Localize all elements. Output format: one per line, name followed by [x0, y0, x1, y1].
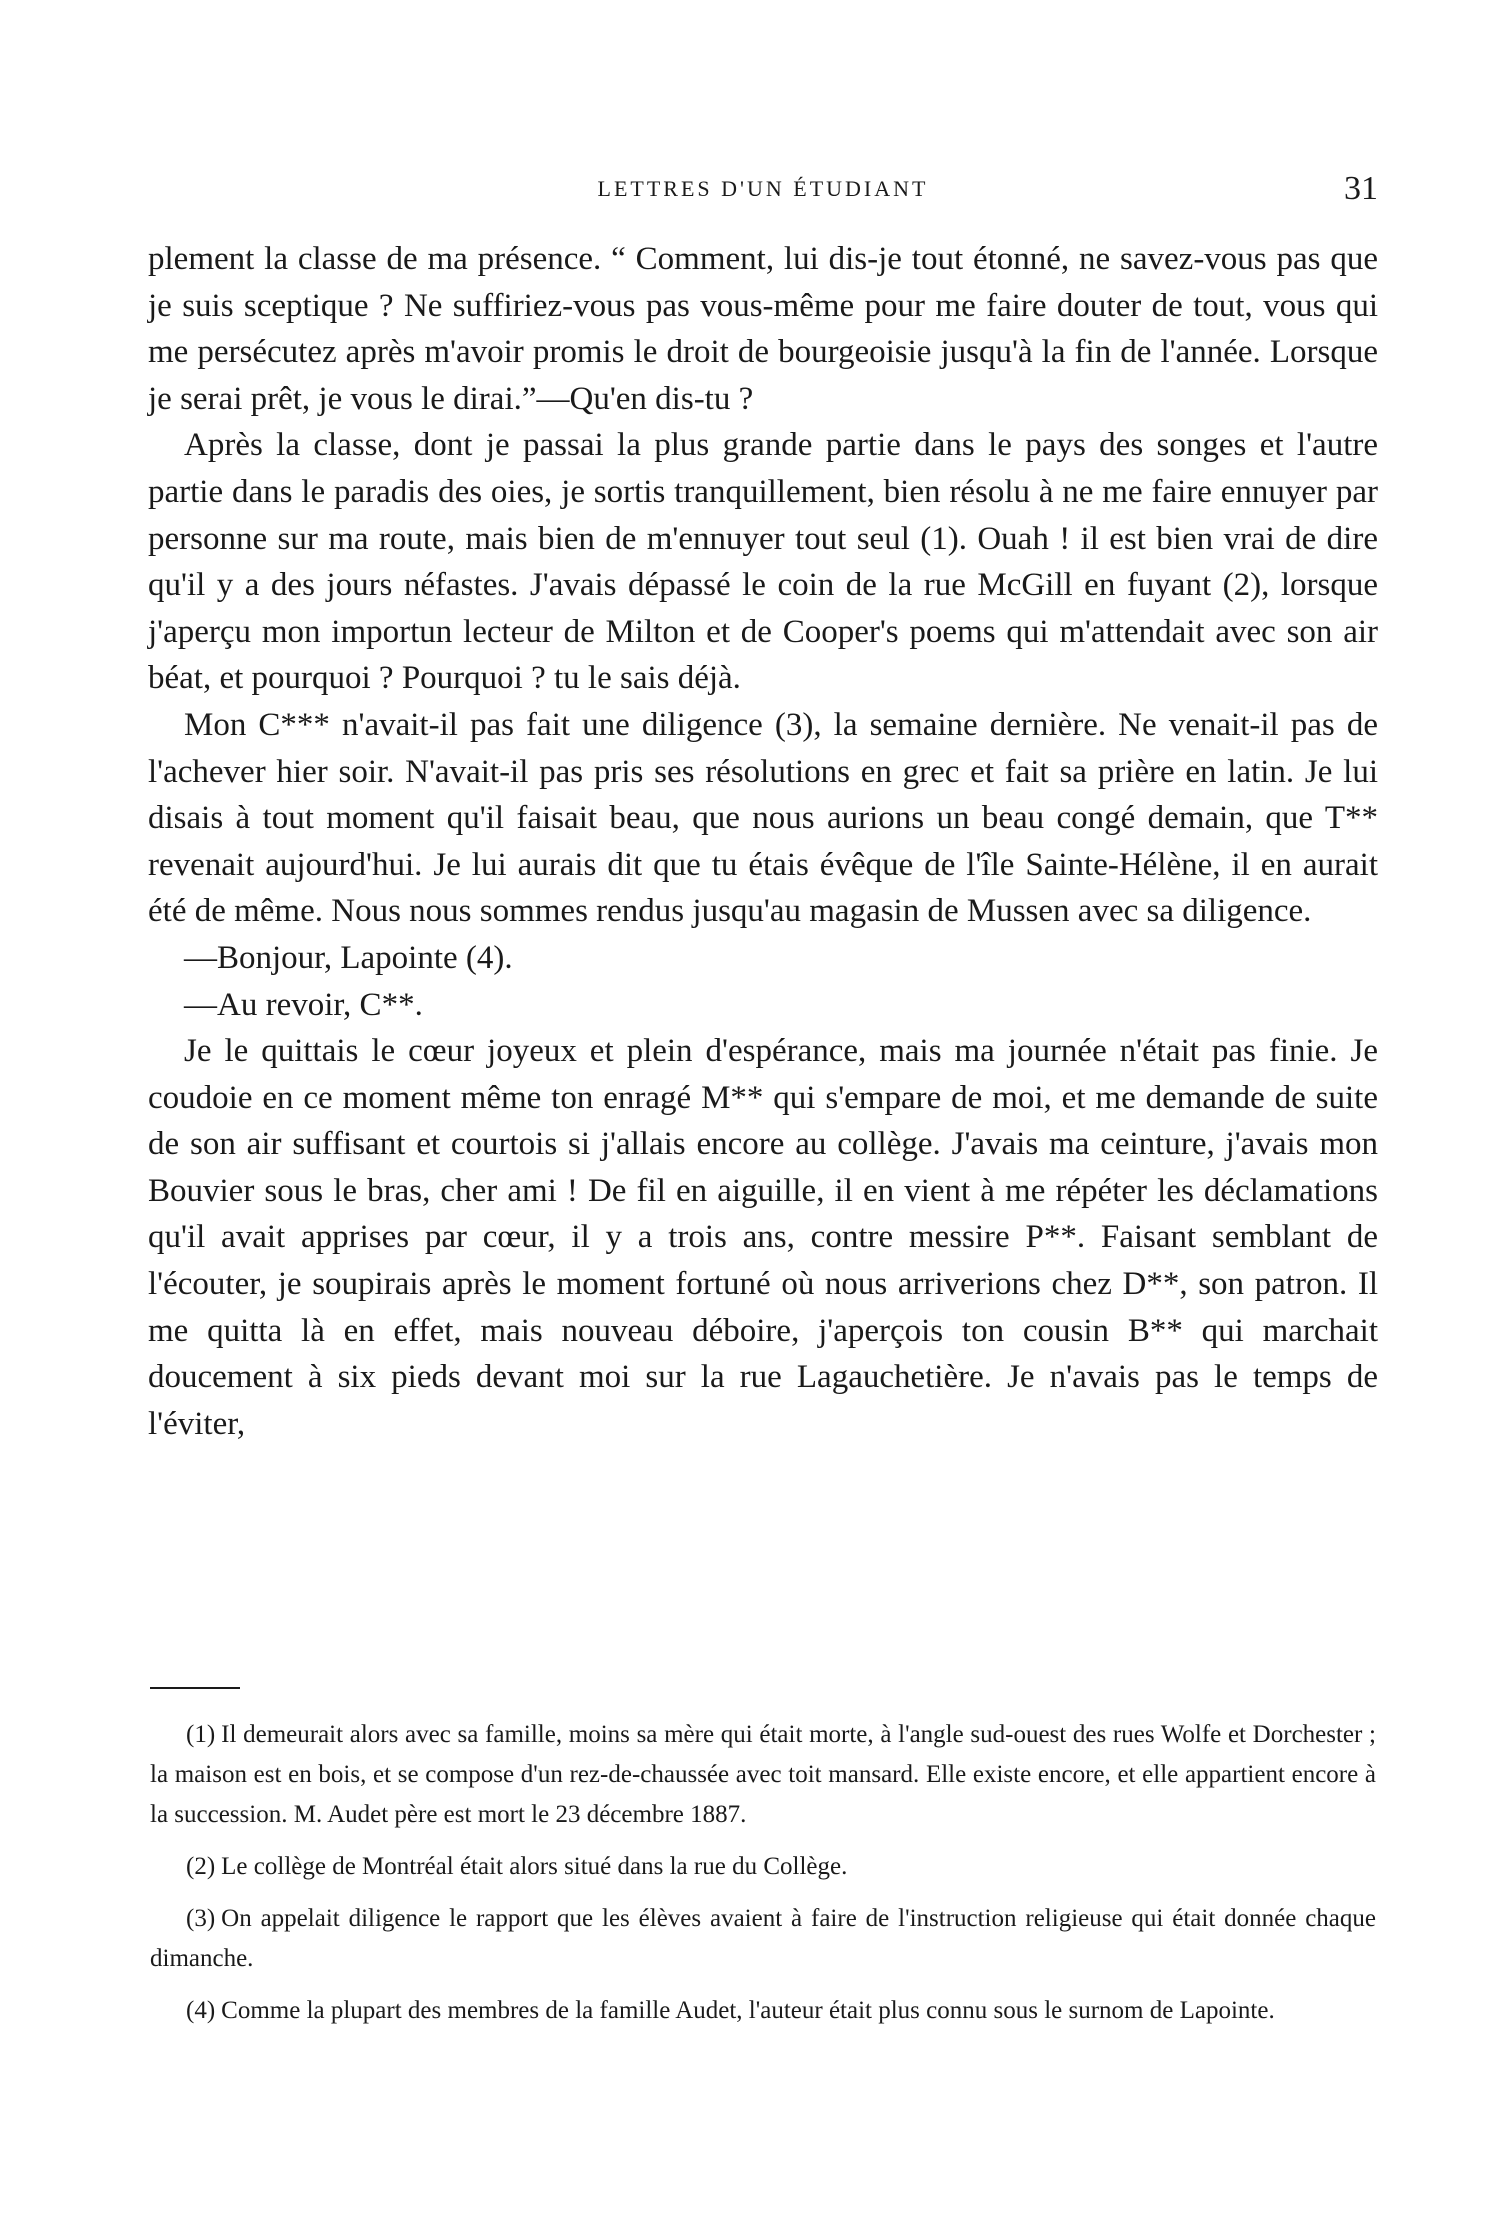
paragraph-2: Après la classe, dont je passai la plus grande partie dans le pays des songes et l'autre partie dans le paradis des oies, je sortis tranquillement, bien résolu à ne me faire ennuyer par personne sur ma route, mais bien de m'ennuyer tout seul (1). Ouah ! il est bien vrai de dire qu'il y a des jours néfastes. J'avais dépassé le coin de la rue McGill en fuyant (2), lorsque j'aperçu mon importun lecteur de Milton et de Cooper's poems qui m'attendait avec son air béat, et pourquoi ? Pourquoi ? tu le sais déjà. [148, 427, 1378, 697]
paragraph-3: Mon C*** n'avait-il pas fait une diligence (3), la semaine dernière. Ne venait-il pas de l'achever hier soir. N'avait-il pas pris ses résolutions en grec et fait sa prière en latin. Je lui disais à tout moment qu'il faisait beau, que nous aurions un beau congé demain, que T** revenait aujourd'hui. Je lui aurais dit que tu étais évêque de l'île Sainte-Hélène, il en aurait été de même. Nous nous sommes rendus jusqu'au magasin de Mussen avec sa diligence. [148, 706, 1378, 930]
dialogue-line-1: —Bonjour, Lapointe (4). [184, 939, 513, 976]
footnote-2-mark: (2) [186, 1853, 216, 1880]
running-head: LETTRES D'UN ÉTUDIANT [597, 176, 929, 201]
footnote-1-text: Il demeurait alors avec sa famille, moins sa mère qui était morte, à l'angle sud-ouest des rues Wolfe et Dorchester ; la maison est en bois, et se compose d'un rez-de-chaussée avec toit mansard. Elle existe encore, et elle appartient encore à la succession. M. Audet père est mort le 23 décembre 1887. [150, 1721, 1376, 1828]
footnote-3-text: On appelait diligence le rapport que les élèves avaient à faire de l'instruction religieuse qui était donnée chaque dimanche. [150, 1905, 1376, 1972]
footnote-1-mark: (1) [186, 1721, 216, 1748]
main-text [148, 236, 1378, 1447]
paragraph-4: Je le quittais le cœur joyeux et plein d'espérance, mais ma journée n'était pas finie. Je coudoie en ce moment même ton enragé M** qui s'empare de moi, et me demande de suite de son air suffisant et courtois si j'allais encore au collège. J'avais ma ceinture, j'avais mon Bouvier sous le bras, cher ami ! De fil en aiguille, il en vient à me répéter les déclamations qu'il avait apprises par cœur, il y a trois ans, contre messire P**. Faisant semblant de l'écouter, je soupirais après le moment fortuné où nous arriverions chez D**, son patron. Il me quitta là en effet, mais nouveau déboire, j'aperçois ton cousin B** qui marchait doucement à six pieds devant moi sur la rue Lagauchetière. Je n'avais pas le temps de l'éviter, [148, 1033, 1378, 1442]
footnote-divider [150, 1687, 240, 1689]
footnote-4-mark: (4) [186, 1997, 216, 2024]
page-number: 31 [1344, 170, 1378, 207]
paragraph-1: plement la classe de ma présence. “ Comment, lui dis-je tout étonné, ne savez-vous pas que je suis sceptique ? Ne suffiriez-vous pas vous-même pour me faire douter de tout, vous qui me persécutez après m'avoir promis le droit de bourgeoisie jusqu'à la fin de l'année. Lorsque je serai prêt, je vous le dirai.”—Qu'en dis-tu ? [148, 241, 1378, 417]
dialogue-line-2: —Au revoir, C**. [184, 986, 423, 1023]
footnote-2 [150, 1847, 1376, 1887]
page-header [148, 170, 1378, 210]
footnote-1 [150, 1715, 1376, 1835]
footnote-4 [150, 1991, 1376, 2031]
footnote-3 [150, 1899, 1376, 1979]
footnote-3-mark: (3) [186, 1905, 216, 1932]
footnote-4-text: Comme la plupart des membres de la famille Audet, l'auteur était plus connu sous le surnom de Lapointe. [221, 1997, 1275, 2024]
footnotes [150, 1715, 1376, 2043]
footnote-2-text: Le collège de Montréal était alors situé dans la rue du Collège. [221, 1853, 848, 1880]
